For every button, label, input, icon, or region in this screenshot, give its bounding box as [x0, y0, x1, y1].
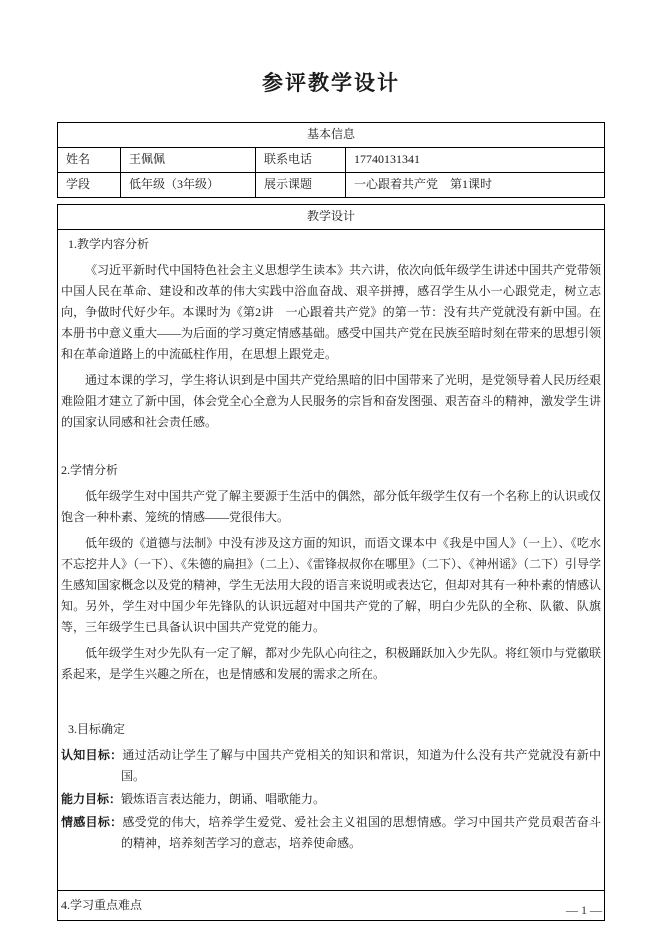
goal-text: 通过活动让学生了解与中国共产党相关的知识和常识，知道为什么没有共产党就没有新中国。 [121, 748, 601, 783]
goal-text: 感受党的伟大，培养学生爱党、爱社会主义祖国的思想情感。学习中国共产党员艰苦奋斗的精神，培养刻苦学习的意志，培养使命感。 [121, 815, 601, 850]
teaching-design-table [57, 204, 605, 921]
design-body-row [58, 230, 605, 891]
section2-paragraph: 低年级的《道德与法制》中没有涉及这方面的知识，而语文课本中《我是中国人》（一上）、《吃水不忘挖井人》（一下）、《朱德的扁担》（二上）、《雷锋叔叔你在哪里》（二下）、《神州谣》（二下）引导学生感知国家概念以及党的精神，学生无法用大段的语言来说明或表达它，但却对其有一种朴素的情感认知。另外，学生对中国少年先锋队的认识远超对中国共产党的了解，明白少先队的全称、队徽、队旗等，三年级学生已具备认识中国共产党党的能力。 [61, 536, 602, 634]
phone-label: 联系电话 [256, 148, 346, 173]
grade-value: 低年级（3年级） [121, 173, 256, 198]
page-number: — 1 — [566, 903, 602, 917]
goal-text: 锻炼语言表达能力，朗诵、唱歌能力。 [121, 792, 326, 806]
section3-heading: 3.目标确定 [68, 722, 126, 736]
goal-item [61, 812, 601, 854]
goal-label: 情感目标： [61, 815, 123, 829]
topic-label: 展示课题 [256, 173, 346, 198]
section4-row [58, 891, 605, 921]
table-row [58, 173, 605, 198]
phone-value: 17740131341 [346, 148, 605, 173]
topic-value: 一心跟着共产党 第1课时 [346, 173, 605, 198]
document-title: 参评教学设计 [262, 71, 400, 95]
name-value: 王佩佩 [121, 148, 256, 173]
section2-paragraph: 低年级学生对中国共产党了解主要源于生活中的偶然，部分低年级学生仅有一个名称上的认识或仅饱含一种朴素、笼统的情感——党很伟大。 [61, 489, 602, 524]
basic-info-header: 基本信息 [58, 123, 605, 148]
section2-heading: 2.学情分析 [61, 463, 119, 477]
basic-info-header-row [58, 123, 605, 148]
goal-label: 认知目标： [61, 748, 123, 762]
section1-paragraph: 通过本课的学习，学生将认识到是中国共产党给黑暗的旧中国带来了光明，是党领导着人民历经艰难险阻才建立了新中国，体会党全心全意为人民服务的宗旨和奋发图强、艰苦奋斗的精神，激发学生讲的国家认同感和社会责任感。 [61, 373, 602, 429]
section4-heading: 4.学习重点难点 [58, 891, 605, 921]
grade-label: 学段 [58, 173, 121, 198]
name-label: 姓名 [58, 148, 121, 173]
section1-paragraph: 《习近平新时代中国特色社会主义思想学生读本》共六讲，依次向低年级学生讲述中国共产党带领中国人民在革命、建设和改革的伟大实践中浴血奋战、艰辛拼搏，感召学生从小一心跟党走，树立志向，争做时代好少年。本课时为《第2讲 一心跟着共产党》的第一节：没有共产党就没有新中国。在本册书中意义重大——为后面的学习奠定情感基础。感受中国共产党在民族至暗时刻在带来的思想引领和在革命道路上的中流砥柱作用，在思想上跟党走。 [61, 263, 602, 361]
section1-heading: 1.教学内容分析 [68, 237, 150, 251]
design-body-cell [58, 230, 605, 891]
design-header: 教学设计 [58, 205, 605, 230]
basic-info-table [57, 122, 605, 198]
goal-label: 能力目标： [61, 792, 122, 806]
section2-paragraph: 低年级学生对少先队有一定了解，都对少先队心向往之，积极踊跃加入少先队。将红领巾与党徽联系起来，是学生兴趣之所在，也是情感和发展的需求之所在。 [61, 646, 602, 681]
goal-item [61, 789, 601, 810]
table-row [58, 148, 605, 173]
design-header-row [58, 205, 605, 230]
goal-item [61, 745, 601, 787]
